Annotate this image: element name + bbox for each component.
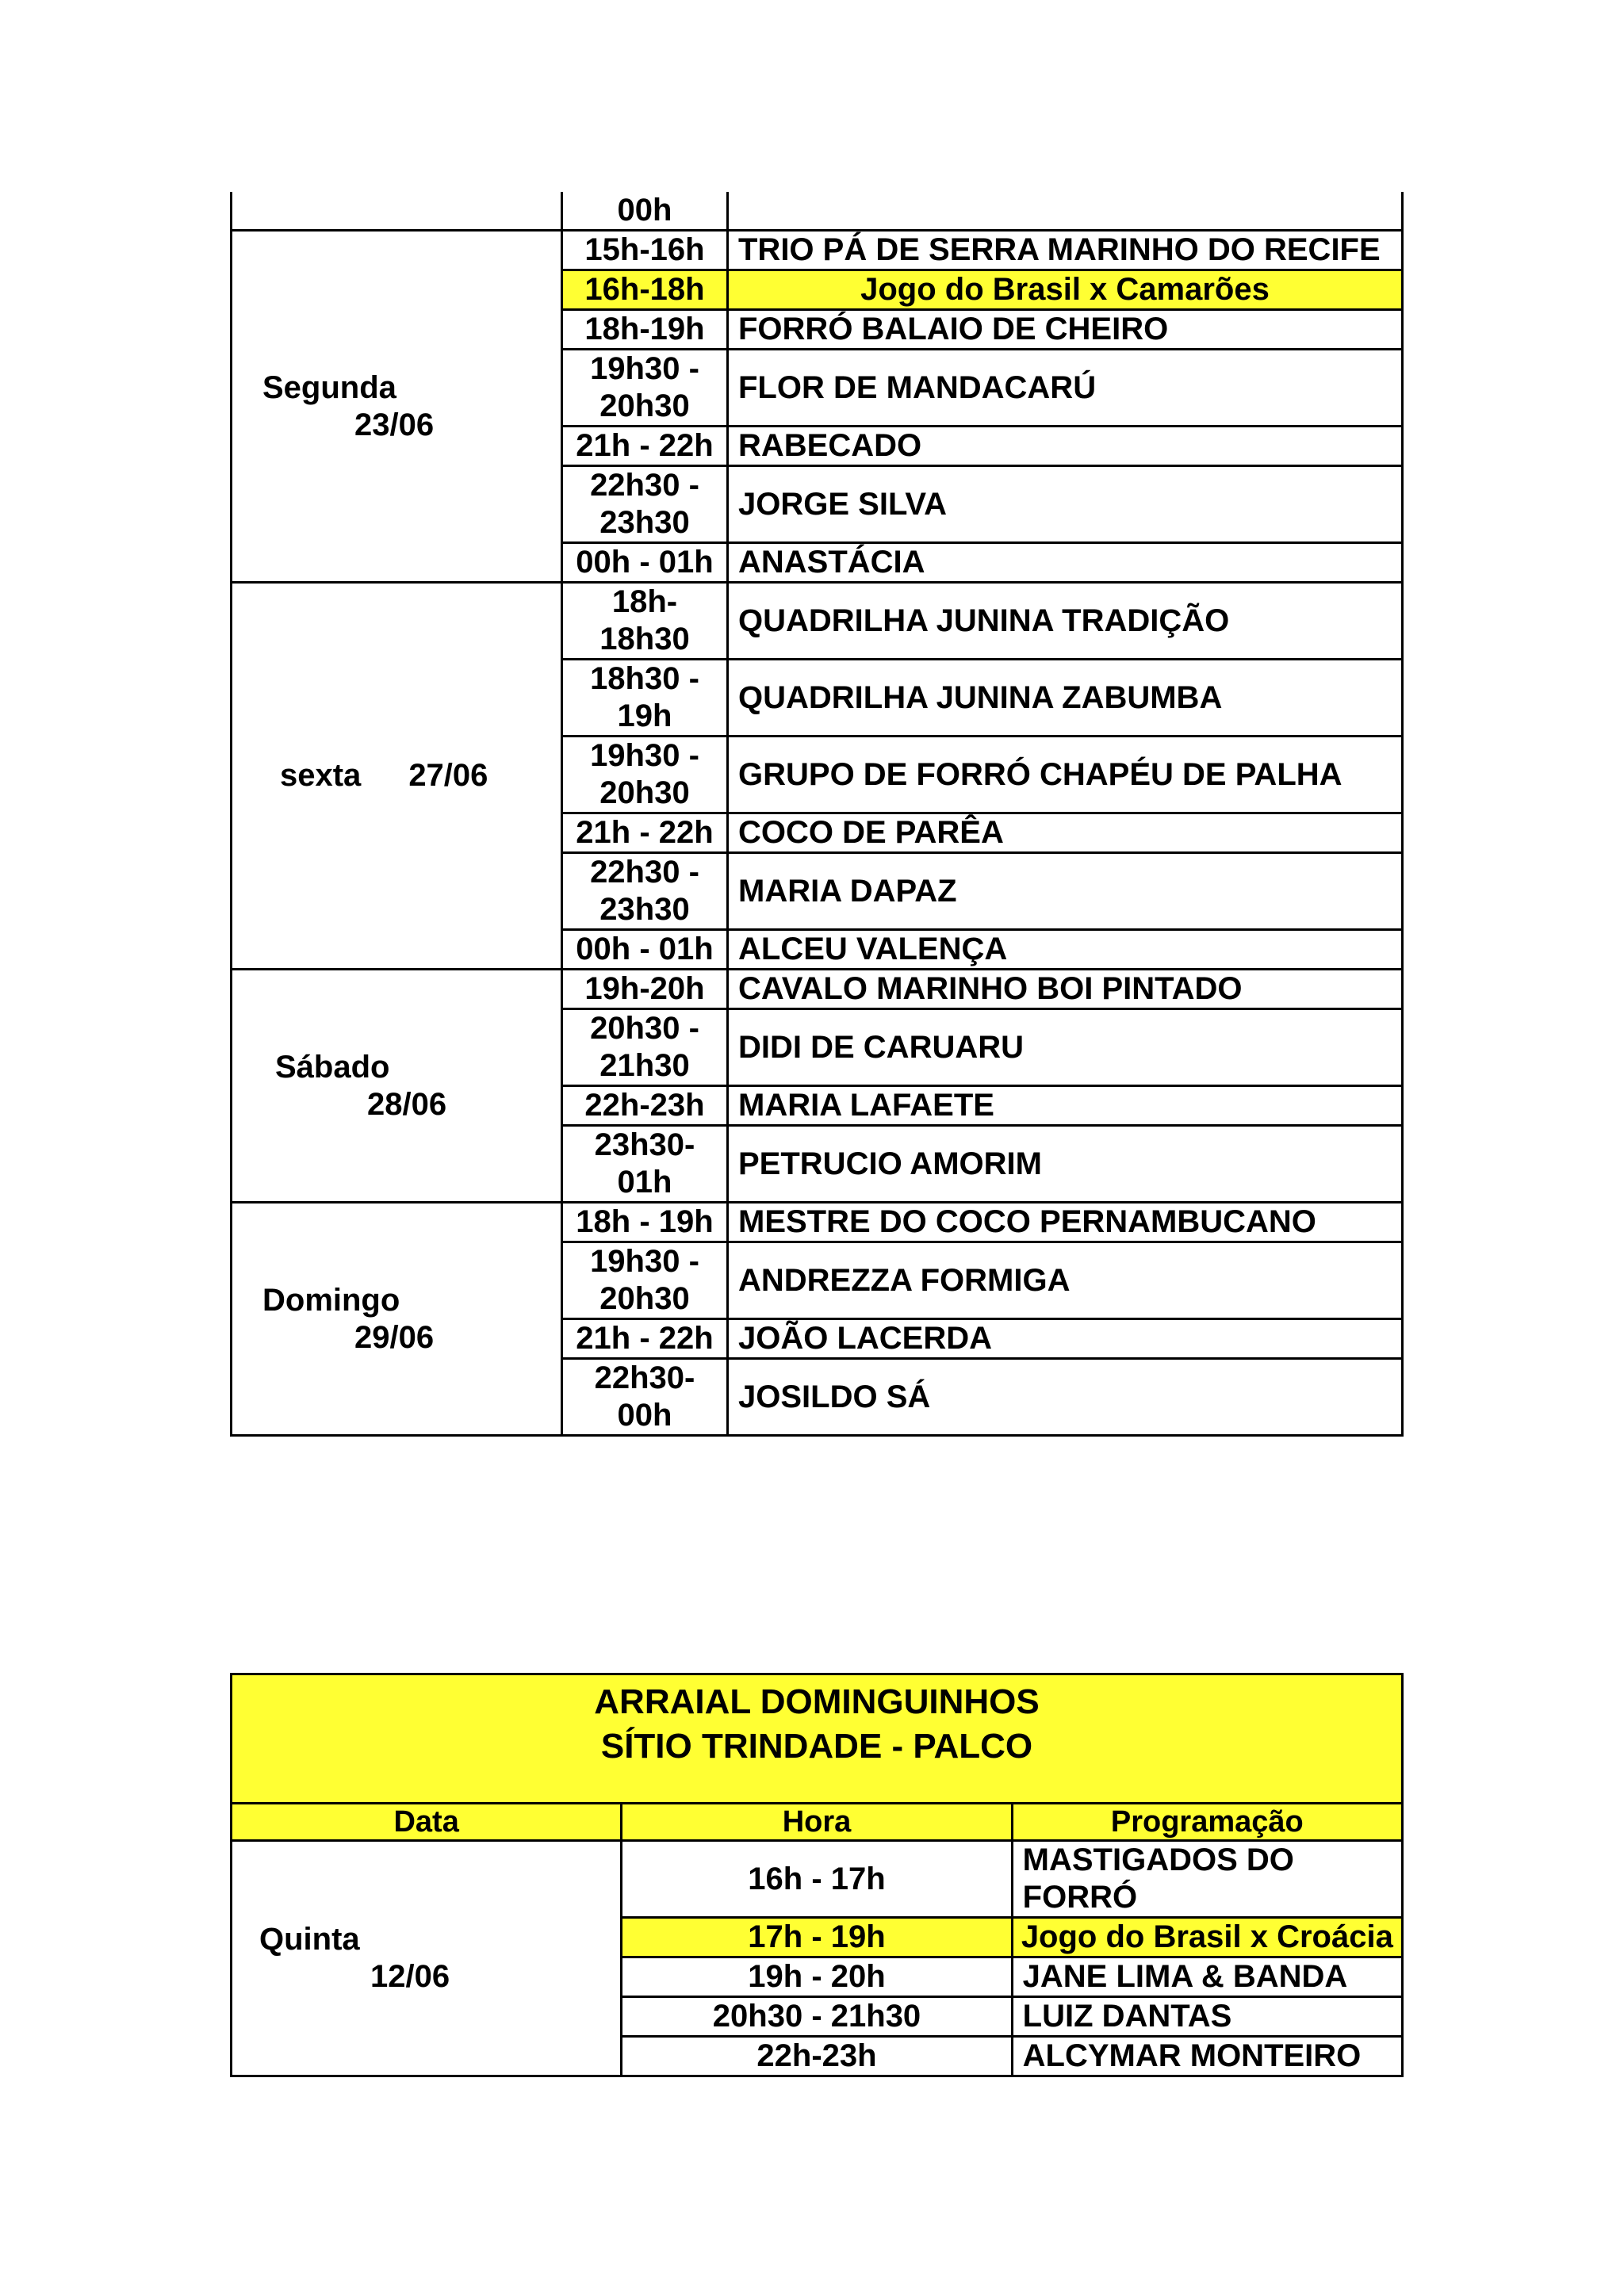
day-date: 29/06 bbox=[354, 1319, 435, 1355]
day-date: 23/06 bbox=[354, 407, 435, 442]
day-cell bbox=[232, 192, 562, 231]
day-name: Segunda bbox=[262, 369, 396, 405]
act-cell: JOSILDO SÁ bbox=[728, 1359, 1403, 1436]
time-cell: 16h-18h bbox=[562, 270, 728, 310]
act-cell: JOÃO LACERDA bbox=[728, 1319, 1403, 1359]
time-cell: 23h30- 01h bbox=[562, 1126, 728, 1203]
day-cell bbox=[232, 970, 562, 1203]
day-cell bbox=[232, 1203, 562, 1436]
arraial-dominguinhos-table bbox=[230, 1673, 1404, 2077]
act-cell: MESTRE DO COCO PERNAMBUCANO bbox=[728, 1203, 1403, 1242]
act-cell: QUADRILHA JUNINA TRADIÇÃO bbox=[728, 583, 1403, 660]
time-cell: 18h - 19h bbox=[562, 1203, 728, 1242]
time-cell: 19h30 - 20h30 bbox=[562, 737, 728, 813]
act-cell: QUADRILHA JUNINA ZABUMBA bbox=[728, 660, 1403, 737]
act-cell: COCO DE PARÊA bbox=[728, 813, 1403, 853]
table-row bbox=[232, 1841, 1403, 1918]
act-cell: ALCEU VALENÇA bbox=[728, 930, 1403, 970]
table-row bbox=[232, 192, 1403, 231]
time-cell: 00h - 01h bbox=[562, 930, 728, 970]
column-header-program: Programação bbox=[1012, 1804, 1402, 1841]
day-name: Domingo bbox=[262, 1282, 400, 1318]
table-banner-row bbox=[232, 1674, 1403, 1804]
day-name: Sábado bbox=[275, 1049, 390, 1085]
time-cell: 18h-19h bbox=[562, 310, 728, 350]
act-cell: FORRÓ BALAIO DE CHEIRO bbox=[728, 310, 1403, 350]
time-cell: 20h30 - 21h30 bbox=[622, 1997, 1012, 2037]
time-cell: 22h30 - 23h30 bbox=[562, 853, 728, 930]
act-cell: MARIA DAPAZ bbox=[728, 853, 1403, 930]
table-banner bbox=[232, 1674, 1403, 1804]
act-cell: ANASTÁCIA bbox=[728, 543, 1403, 583]
table-row bbox=[232, 583, 1403, 660]
act-cell: LUIZ DANTAS bbox=[1012, 1997, 1402, 2037]
banner-title-line1: ARRAIAL DOMINGUINHOS bbox=[594, 1682, 1040, 1721]
time-cell: 19h - 20h bbox=[622, 1957, 1012, 1997]
table-row bbox=[232, 970, 1403, 1009]
day-name: sexta bbox=[280, 758, 362, 793]
time-cell: 22h-23h bbox=[622, 2037, 1012, 2076]
column-header-time: Hora bbox=[622, 1804, 1012, 1841]
act-cell: MASTIGADOS DO FORRÓ bbox=[1012, 1841, 1402, 1918]
time-cell: 21h - 22h bbox=[562, 427, 728, 466]
act-cell: ANDREZZA FORMIGA bbox=[728, 1242, 1403, 1319]
time-cell: 17h - 19h bbox=[622, 1918, 1012, 1957]
day-date: 28/06 bbox=[367, 1086, 447, 1122]
act-cell: GRUPO DE FORRÓ CHAPÉU DE PALHA bbox=[728, 737, 1403, 813]
table-row bbox=[232, 231, 1403, 270]
time-cell: 18h30 - 19h bbox=[562, 660, 728, 737]
act-cell bbox=[728, 192, 1403, 231]
time-cell: 21h - 22h bbox=[562, 1319, 728, 1359]
time-cell: 19h30 - 20h30 bbox=[562, 350, 728, 427]
day-date: 27/06 bbox=[408, 758, 488, 793]
time-cell: 15h-16h bbox=[562, 231, 728, 270]
time-cell: 22h30- 00h bbox=[562, 1359, 728, 1436]
day-cell bbox=[232, 1841, 622, 2076]
day-name: Quinta bbox=[259, 1922, 360, 1957]
time-cell: 22h-23h bbox=[562, 1086, 728, 1126]
act-cell: RABECADO bbox=[728, 427, 1403, 466]
time-cell: 00h - 01h bbox=[562, 543, 728, 583]
table-row bbox=[232, 1203, 1403, 1242]
time-cell: 22h30 - 23h30 bbox=[562, 466, 728, 543]
schedule-table-continued bbox=[230, 192, 1404, 1437]
time-cell: 19h30 - 20h30 bbox=[562, 1242, 728, 1319]
act-cell: TRIO PÁ DE SERRA MARINHO DO RECIFE bbox=[728, 231, 1403, 270]
time-cell: 16h - 17h bbox=[622, 1841, 1012, 1918]
day-cell bbox=[232, 583, 562, 970]
act-cell: PETRUCIO AMORIM bbox=[728, 1126, 1403, 1203]
act-cell: JANE LIMA & BANDA bbox=[1012, 1957, 1402, 1997]
day-date: 12/06 bbox=[370, 1959, 450, 1994]
highlight-match-cell: Jogo do Brasil x Camarões bbox=[728, 270, 1403, 310]
time-cell: 00h bbox=[562, 192, 728, 231]
act-cell: JORGE SILVA bbox=[728, 466, 1403, 543]
day-cell bbox=[232, 231, 562, 583]
act-cell: ALCYMAR MONTEIRO bbox=[1012, 2037, 1402, 2076]
time-cell: 18h- 18h30 bbox=[562, 583, 728, 660]
schedule-body bbox=[232, 192, 1403, 1436]
act-cell: MARIA LAFAETE bbox=[728, 1086, 1403, 1126]
time-cell: 21h - 22h bbox=[562, 813, 728, 853]
column-header-date: Data bbox=[232, 1804, 622, 1841]
act-cell: FLOR DE MANDACARÚ bbox=[728, 350, 1403, 427]
time-cell: 19h-20h bbox=[562, 970, 728, 1009]
time-cell: 20h30 - 21h30 bbox=[562, 1009, 728, 1086]
arraial-body bbox=[232, 1674, 1403, 2076]
highlight-match-cell: Jogo do Brasil x Croácia bbox=[1012, 1918, 1402, 1957]
act-cell: CAVALO MARINHO BOI PINTADO bbox=[728, 970, 1403, 1009]
act-cell: DIDI DE CARUARU bbox=[728, 1009, 1403, 1086]
header-row bbox=[232, 1804, 1403, 1841]
banner-title-line2: SÍTIO TRINDADE - PALCO bbox=[600, 1727, 1033, 1766]
